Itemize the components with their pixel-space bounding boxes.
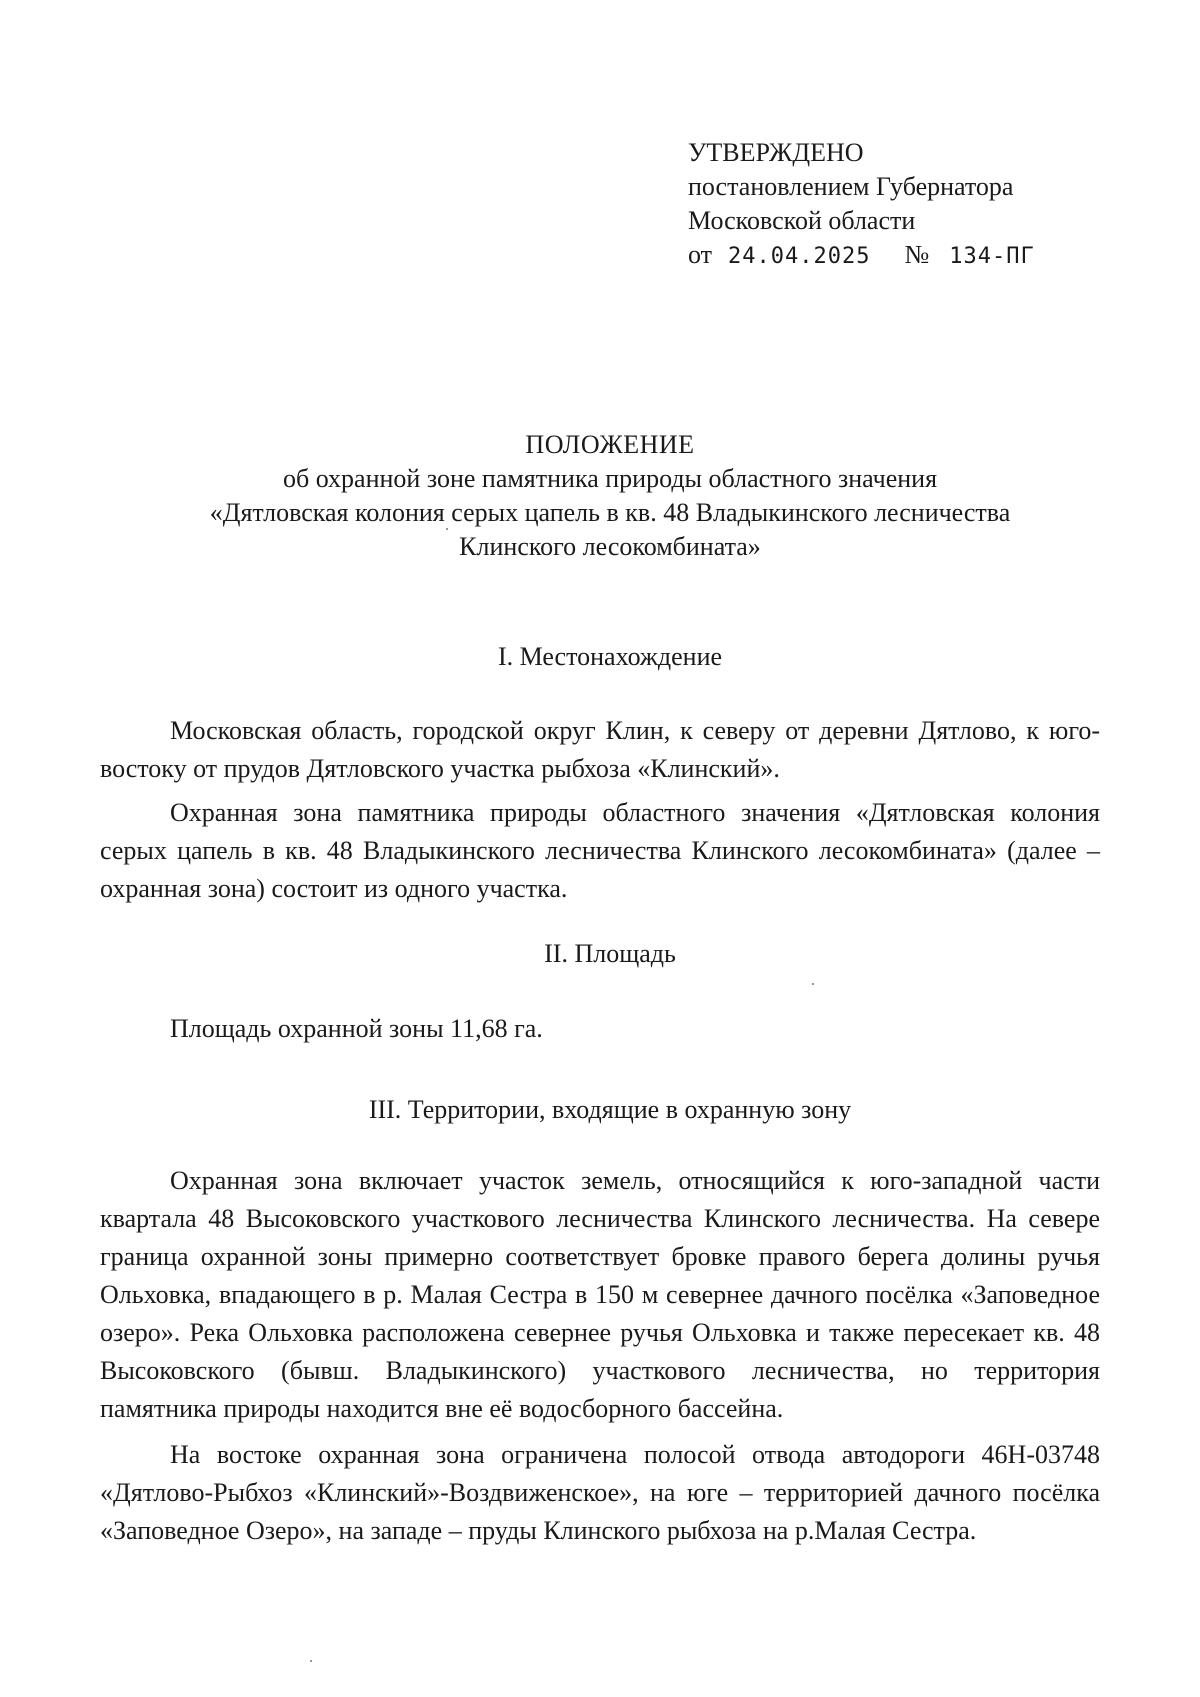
paragraph: Московская область, городской округ Клин, к северу от деревни Дятлово, к юго-востоку от прудов Дятловского участка рыбхоза «Клинский».: [100, 716, 1100, 783]
section-body-area: [100, 1010, 1100, 1048]
section-heading-territories: III. Территории, входящие в охранную зону: [368, 1095, 852, 1124]
document-subtitle-line-3: Клинского лесокомбината»: [459, 532, 761, 561]
section-heading-area: II. Площадь: [544, 939, 676, 968]
approval-number-label: №: [904, 240, 930, 269]
scan-speck: [446, 528, 448, 530]
approval-line-2: Московской области: [688, 206, 916, 235]
paragraph: Охранная зона памятника природы областного значения «Дятловская колония серых цапель в кв. 48 Владыкинского лесничества Клинского лесокомбината» (далее – охранная зона) состоит из одного участка.: [100, 798, 1100, 903]
scan-speck: [310, 1660, 312, 1662]
paragraph: Площадь охранной зоны 11,68 га.: [170, 1014, 543, 1043]
approval-date: 24.04.2025: [728, 244, 871, 269]
approval-block: [688, 136, 1108, 274]
paragraph: Охранная зона включает участок земель, относящийся к юго-западной части квартала 48 Высоковского участкового лесничества Клинского лесничества. На севере граница охранной зоны примерно соответствует бровке правого берега долины ручья Ольховка, впадающего в р. Малая Сестра в 150 м севернее дачного посёлка «Заповедное озеро». Река Ольховка расположена севернее ручья Ольховка и также пересекает кв. 48 Высоковского (бывш. Владыкинского) участкового лесничества, но территория памятника природы находится вне её водосборного бассейна.: [100, 1166, 1100, 1423]
approval-number: 134-ПГ: [949, 244, 1035, 269]
document-title-block: [160, 428, 1060, 564]
approval-date-row: [688, 238, 1108, 274]
section-heading-location: I. Местонахождение: [497, 642, 723, 671]
document-subtitle-line-2: «Дятловская колония серых цапель в кв. 48 Владыкинского лесничества: [209, 498, 1011, 527]
section-body-territories: [100, 1162, 1100, 1550]
approval-from-label: от: [688, 240, 713, 269]
paragraph: На востоке охранная зона ограничена полосой отвода автодороги 46Н-03748 «Дятлово-Рыбхоз «Клинский»-Воздвиженское», на юге – территорией дачного посёлка «Заповедное Озеро», на западе – пруды Клинского рыбхоза на р.Малая Сестра.: [100, 1440, 1100, 1545]
approval-heading: УТВЕРЖДЕНО: [688, 138, 864, 167]
document-subtitle-line-1: об охранной зоне памятника природы областного значения: [282, 464, 938, 493]
scan-speck: [812, 983, 814, 985]
section-body-location: [100, 712, 1100, 908]
document-title: ПОЛОЖЕНИЕ: [525, 430, 695, 459]
approval-line-1: постановлением Губернатора: [688, 172, 1014, 201]
